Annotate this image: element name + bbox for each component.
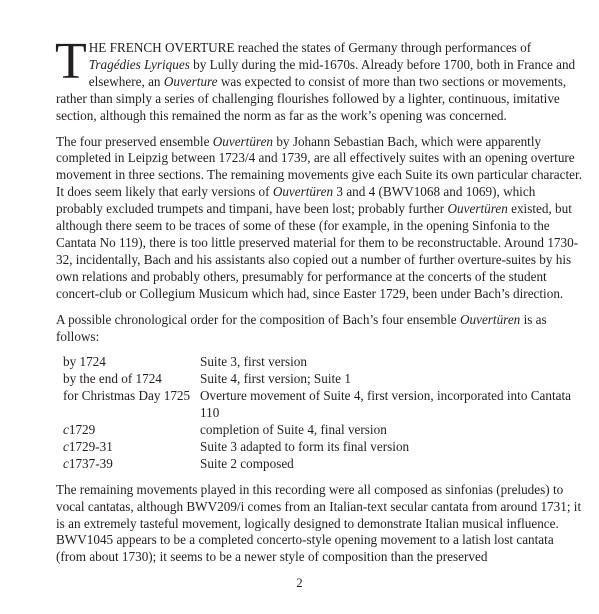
text-run: HE FRENCH OVERTURE reached the states of Germany through performances of xyxy=(88,40,532,55)
italic-term: Ouvertüren xyxy=(447,201,508,217)
text-run: The four preserved ensemble xyxy=(56,133,213,149)
text-run: 3 and 4 (BWV1068 and 1069), which probably excluded trumpets and timpani, have been lost; probably further xyxy=(56,184,536,217)
chronology-date: for Christmas Day 1725 xyxy=(63,388,191,404)
drop-cap: T xyxy=(55,33,87,90)
italic-term: Ouvertüren xyxy=(459,311,521,327)
text-run: was expected to consist of more than two sections or movements, rather than simply a series of challenging flourishes followed by a lighter, continuous, imitative section, although this remained the norm as far as the work’s opening was concerned. xyxy=(56,73,567,123)
chronology-row xyxy=(63,422,584,439)
text-run: The remaining movements played in this recording were all composed as sinfonias (preludes) to vocal cantatas, although BWV209/i comes from an Italian-text secular cantata from around 1731; it is an extremely tasteful movement, logically designed to demonstrate Italian musical influence. BWV1045 appears to be a completed concerto-style opening movement to a latish lost cantata (from about 1730); it seems to be a newer style of composition than the preserved xyxy=(56,481,582,565)
chronology-row xyxy=(63,439,584,456)
text-run: is as follows: xyxy=(56,311,547,344)
text-run: by Lully during the mid-1670s. Already before 1700, both in France and elsewhere, an xyxy=(88,56,576,89)
text-run: by Johann Sebastian Bach, which were apparently completed in Leipzig between 1723/4 and 1739, are all effectively suites with an opening overture movement in three sections. The remaining movements give each Suite its own particular character. It does seem likely that early versions of xyxy=(56,133,582,200)
text-run: existed, but although there seem to be traces of some of these (for example, in the opening Sinfonia to the Cantata No 119), there is too little preserved material for them to be reconstructable. Around 1730-32, incidentally, Bach and his assistants also copied out a number of further overture-suites by his own relations and probably others, presumably for performance at the concerts of the student concert-club or Collegium Musicum which had, since Easter 1729, been under Bach’s direction. xyxy=(56,201,579,301)
paragraph-remaining-movements xyxy=(56,482,584,567)
italic-term: Ouvertüren xyxy=(272,184,334,200)
chronology-event: Suite 3, first version xyxy=(200,354,307,370)
paragraph-french-overture xyxy=(55,33,584,125)
italic-term: Ouverture xyxy=(163,73,218,89)
italic-term: Ouvertüren xyxy=(212,133,274,149)
italic-title: Tragédies Lyriques xyxy=(88,56,190,72)
chronology-event: Overture movement of Suite 4, first version, incorporated into Cantata 110 xyxy=(200,388,571,421)
chronology-date: c1729-31 xyxy=(63,438,113,454)
chronology-table xyxy=(63,354,584,472)
chronology-row xyxy=(63,371,584,388)
chronology-row xyxy=(63,354,584,371)
chronology-event: Suite 2 composed xyxy=(200,455,294,471)
paragraph-bach-ouverturen xyxy=(56,134,584,303)
page-number: 2 xyxy=(296,576,303,590)
paragraph-chronology-intro xyxy=(56,312,584,346)
text-run: A possible chronological order for the composition of Bach’s four ensemble xyxy=(56,311,460,327)
chronology-date: c1729 xyxy=(63,422,96,438)
chronology-event: Suite 3 adapted to form its final version xyxy=(200,438,410,454)
body-text xyxy=(55,33,584,575)
chronology-date: c1737-39 xyxy=(63,455,113,471)
chronology-date: by 1724 xyxy=(63,354,106,370)
chronology-date: by the end of 1724 xyxy=(63,371,162,387)
chronology-event: Suite 4, first version; Suite 1 xyxy=(200,371,351,387)
chronology-event: completion of Suite 4, final version xyxy=(200,422,387,438)
chronology-row xyxy=(63,388,584,422)
chronology-row xyxy=(63,456,584,473)
